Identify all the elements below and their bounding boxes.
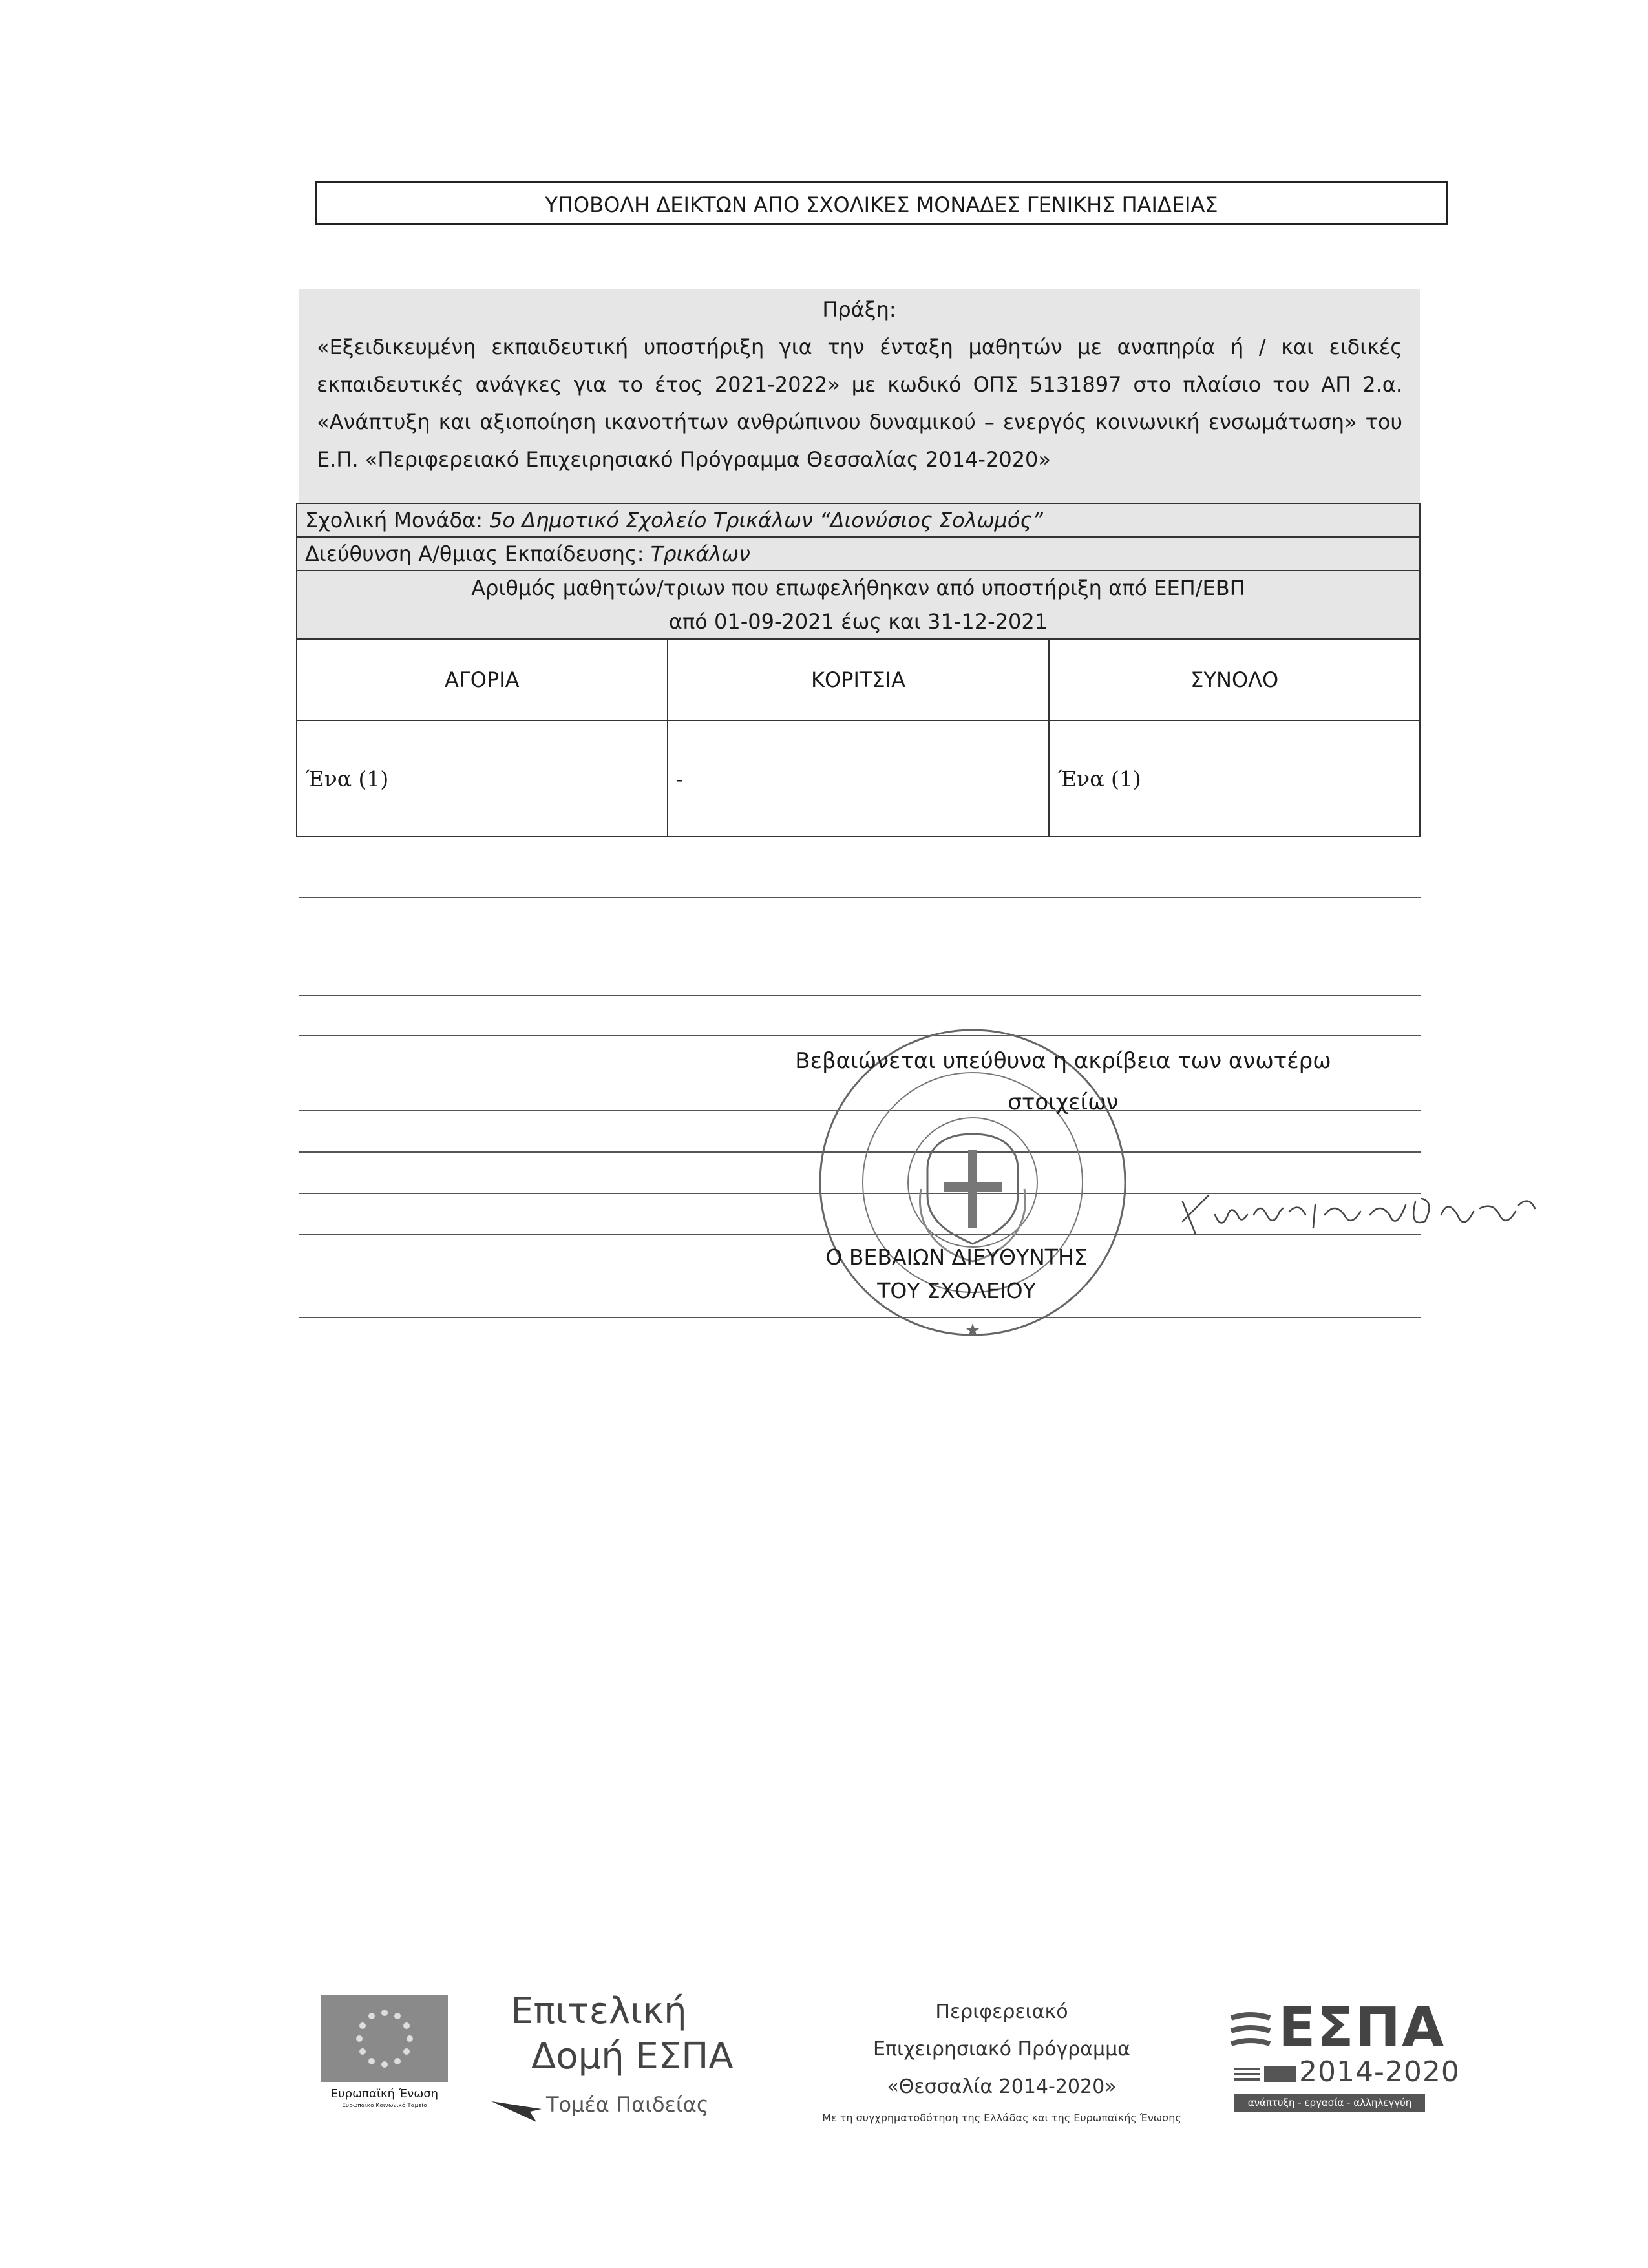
signer-title-line1: Ο ΒΕΒΑΙΩΝ ΔΙΕΥΘΥΝΤΗΣ	[825, 1244, 1088, 1270]
svg-text:★: ★	[964, 1319, 981, 1341]
certification-line2: στοιχείων	[1008, 1089, 1119, 1115]
blank-line	[299, 897, 1421, 898]
flag-stripes-icon	[1234, 2066, 1299, 2083]
cofunding-note: Με τη συγχρηματοδότηση της Ελλάδας και της Ευρωπαϊκής Ένωσης	[822, 2112, 1181, 2124]
school-cell	[297, 503, 1420, 537]
espa-wordmark: ΕΣΠΑ	[1278, 1995, 1446, 2059]
pep-line3: «Θεσσαλία 2014-2020»	[887, 2075, 1117, 2098]
eu-subtitle: Ευρωπαϊκό Κοινωνικό Ταμείο	[342, 2103, 427, 2109]
praxis-block	[299, 289, 1420, 503]
header-total: ΣΥΝΟΛΟ	[1049, 639, 1420, 720]
handwritten-signature	[1176, 1176, 1538, 1247]
espa-motto: ανάπτυξη - εργασία - αλληλεγγύη	[1234, 2094, 1425, 2112]
school-label: Σχολική Μονάδα:	[305, 508, 490, 532]
signer-title	[704, 1241, 1209, 1308]
school-value: 5ο Δημοτικό Σχολείο Τρικάλων “Διονύσιος Σολωμός”	[489, 508, 1043, 532]
count-caption-line1: Αριθμός μαθητών/τριων που επωφελήθηκαν από υποστήριξη από ΕΕΠ/ΕΒΠ	[471, 576, 1245, 600]
praxis-description: «Εξειδικευμένη εκπαιδευτική υποστήριξη για την ένταξη μαθητών με αναπηρία ή / και ειδικές εκπαιδευτικές ανάγκες για το έτος 2021-2022» με κωδικό ΟΠΣ 5131897 στο πλαίσιο του ΑΠ 2.α. «Ανάπτυξη και αξιοποίηση ικανοτήτων ανθρώπινου δυναμικού – ενεργός κοινωνική ενσωμάτωση» του Ε.Π. «Περιφερειακό Επιχειρησιακό Πρόγραμμα Θεσσαλίας 2014-2020»	[317, 335, 1402, 472]
certification-line1: Βεβαιώνεται υπεύθυνα η ακρίβεια των ανωτέρω	[795, 1048, 1331, 1074]
directorate-label: Διεύθυνση Α/θμιας Εκπαίδευσης:	[305, 541, 651, 566]
count-caption-cell	[297, 571, 1420, 639]
espa-wave-icon	[1228, 2008, 1273, 2053]
header-row	[297, 639, 1420, 720]
certification-statement	[704, 1040, 1422, 1123]
ep-logo-line2: Δομή ΕΣΠΑ	[531, 2035, 734, 2077]
school-row	[297, 503, 1420, 537]
regional-program-logo	[808, 1993, 1196, 2106]
values-row	[297, 720, 1420, 837]
pep-line1: Περιφερειακό	[935, 2000, 1068, 2023]
indicators-table	[296, 503, 1421, 837]
value-total: Ένα (1)	[1049, 720, 1420, 837]
value-boys: Ένα (1)	[297, 720, 668, 837]
pep-line2: Επιχειρησιακό Πρόγραμμα	[873, 2038, 1130, 2061]
directorate-row	[297, 537, 1420, 571]
header-boys: ΑΓΟΡΙΑ	[297, 639, 668, 720]
directorate-value: Τρικάλων	[650, 541, 750, 566]
espa-years: 2014-2020	[1299, 2055, 1460, 2088]
eu-flag-icon	[321, 1995, 448, 2082]
directorate-cell	[297, 537, 1420, 571]
blank-line	[299, 995, 1421, 996]
praxis-label: Πράξη:	[822, 297, 896, 322]
ep-logo-line1: Επιτελική	[511, 1990, 687, 2032]
header-girls: ΚΟΡΙΤΣΙΑ	[668, 639, 1050, 720]
ep-logo-line3: Τομέα Παιδείας	[546, 2092, 709, 2117]
document-title: ΥΠΟΒΟΛΗ ΔΕΙΚΤΩΝ ΑΠΟ ΣΧΟΛΙΚΕΣ ΜΟΝΑΔΕΣ ΓΕΝΙΚΗΣ ΠΑΙΔΕΙΑΣ	[315, 181, 1448, 225]
signer-title-line2: ΤΟΥ ΣΧΟΛΕΙΟΥ	[877, 1278, 1036, 1303]
count-caption-line2: από 01-09-2021 έως και 31-12-2021	[668, 609, 1048, 634]
count-caption-row	[297, 571, 1420, 639]
value-girls: -	[668, 720, 1050, 837]
eu-name: Ευρωπαϊκή Ένωση	[330, 2087, 439, 2101]
arrow-icon	[491, 2099, 543, 2125]
